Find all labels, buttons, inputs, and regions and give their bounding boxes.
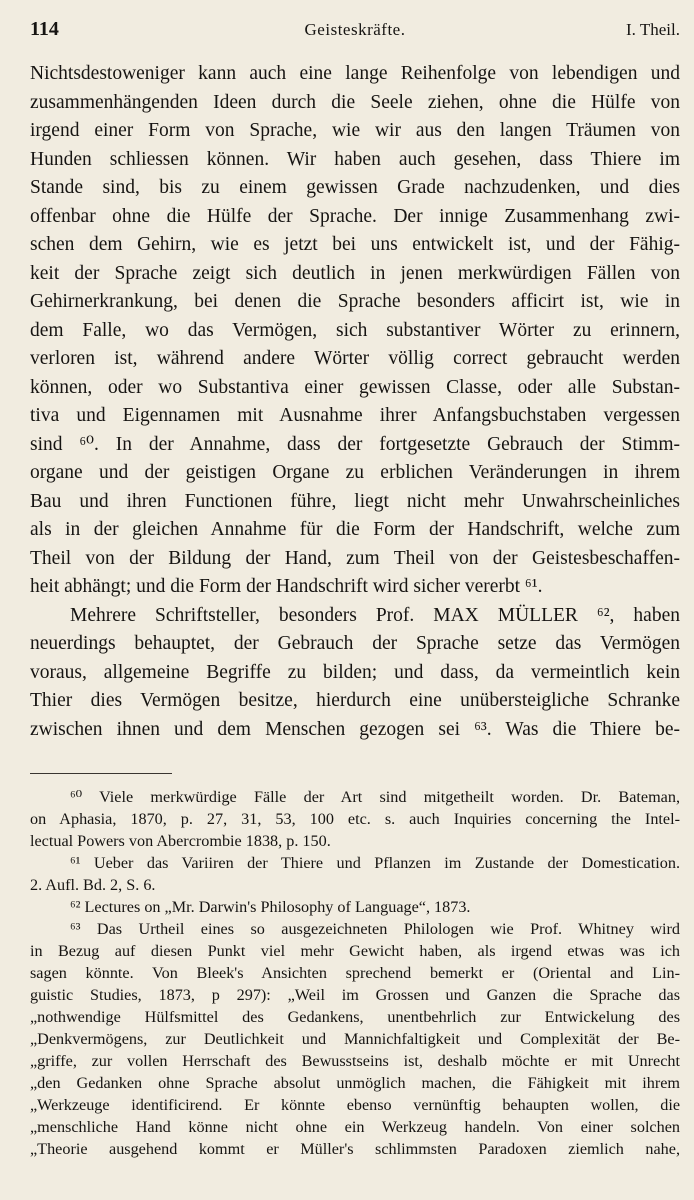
text-line: irgend einer Form von Sprache, wie wir aus den langen Träumen von xyxy=(30,120,680,141)
footnote-line: guistic Studies, 1873, p 297): „Weil im Grossen und Ganzen die Sprache das xyxy=(30,986,680,1004)
text-line: Gehirnerkrankung, bei denen die Sprache besonders afficirt ist, wie in xyxy=(30,291,680,312)
text-line: zusammenhängenden Ideen durch die Seele ziehen, ohne die Hülfe von xyxy=(30,91,680,113)
running-head xyxy=(30,18,680,48)
footnote-rule xyxy=(30,773,172,774)
footnote-line: ⁶² Lectures on „Mr. Darwin's Philosophy of Language“, 1873. xyxy=(70,898,471,916)
text-line: keit der Sprache zeigt sich deutlich in jenen merkwürdigen Fällen von xyxy=(30,262,680,284)
footnote-line: „den Gedanken ohne Sprache absolut unmöglich machen, die Fähigkeit mit ihrem xyxy=(30,1074,680,1092)
footnote-line: on Aphasia, 1870, p. 27, 31, 53, 100 etc. s. auch Inquiries concerning the Intel- xyxy=(30,810,680,828)
part-label: I. Theil. xyxy=(626,20,680,39)
footnote-line: sagen könnte. Von Bleek's Ansichten sprechend bemerkt er (Oriental and Lin- xyxy=(30,964,680,982)
text-line: offenbar ohne die Hülfe der Sprache. Der innige Zusammenhang zwi- xyxy=(30,205,680,227)
text-line: Thier dies Vermögen besitze, hierdurch eine unübersteigliche Schranke xyxy=(30,690,680,711)
footnotes xyxy=(30,786,680,1160)
text-line: Stande sind, bis zu einem gewissen Grade nachzudenken, und dies xyxy=(30,177,680,198)
footnote-line: lectual Powers von Abercrombie 1838, p. 150. xyxy=(30,832,331,850)
text-line: Bau und ihren Functionen führe, liegt nicht mehr Unwahrscheinliches xyxy=(30,490,680,512)
main-text xyxy=(30,60,680,744)
footnote-line: „griffe, zur vollen Herrschaft des Bewusstseins ist, deshalb möchte er mit Unrecht xyxy=(30,1052,680,1070)
text-line: organe und der geistigen Organe zu erblichen Veränderungen in ihrem xyxy=(30,462,680,483)
footnote-line: „Denkvermögens, zur Deutlichkeit und Mannichfaltigkeit und Complexität der Be- xyxy=(30,1030,680,1048)
text-line: schen dem Gehirn, wie es jetzt bei uns entwickelt ist, und der Fähig- xyxy=(30,234,680,255)
footnote-line: „Werkzeuge identificirend. Er könnte ebenso vernünftig behaupten wollen, die xyxy=(30,1096,680,1114)
footnote-line: in Bezug auf diesen Punkt viel mehr Gewicht haben, als irgend etwas was ich xyxy=(30,942,680,960)
footnote-line: ⁶¹ Ueber das Variiren der Thiere und Pflanzen im Zustande der Domestication. xyxy=(70,854,680,872)
text-line: neuerdings behauptet, der Gebrauch der Sprache setze das Vermögen xyxy=(30,633,680,654)
text-line: verloren ist, während andere Wörter völlig correct gebraucht werden xyxy=(30,348,680,369)
running-title: Geisteskräfte. xyxy=(304,20,406,39)
footnote-line: „menschliche Hand könne nicht ohne ein Werkzeug handeln. Von einer solchen xyxy=(30,1118,680,1136)
text-line: können, oder wo Substantiva einer gewissen Classe, oder alle Substan- xyxy=(30,376,680,398)
text-line: Hunden schliessen können. Wir haben auch gesehen, dass Thiere im xyxy=(30,148,680,170)
footnote-line: 2. Aufl. Bd. 2, S. 6. xyxy=(30,876,156,894)
text-line: heit abhängt; und die Form der Handschrift wird sicher vererbt ⁶¹. xyxy=(30,576,543,597)
text-line: Nichtsdestoweniger kann auch eine lange Reihenfolge von lebendigen und xyxy=(30,63,680,84)
text-line: zwischen ihnen und dem Menschen gezogen sei ⁶³. Was die Thiere be- xyxy=(30,718,680,740)
text-line: sind ⁶⁰. In der Annahme, dass der fortgesetzte Gebrauch der Stimm- xyxy=(30,433,680,455)
footnote-line: ⁶³ Das Urtheil eines so ausgezeichneten Philologen wie Prof. Whitney wird xyxy=(70,920,680,938)
text-line: Mehrere Schriftsteller, besonders Prof. MAX MÜLLER ⁶², haben xyxy=(70,604,680,626)
footnote-line: „nothwendige Hülfsmittel des Gedankens, unentbehrlich zur Entwickelung des xyxy=(30,1008,680,1026)
text-line: als in der gleichen Annahme für die Form der Handschrift, welche zum xyxy=(30,519,680,540)
footnote-line: ⁶⁰ Viele merkwürdige Fälle der Art sind mitgetheilt worden. Dr. Bateman, xyxy=(70,788,680,806)
page-number: 114 xyxy=(30,18,59,40)
text-line: Theil von der Bildung der Hand, zum Theil von der Geistesbeschaffen- xyxy=(30,547,680,569)
footnote-line: „Theorie ausgehend kommt er Müller's schlimmsten Paradoxen ziemlich nahe, xyxy=(30,1140,680,1158)
text-line: dem Falle, wo das Vermögen, sich substantiver Wörter zu erinnern, xyxy=(30,319,680,341)
text-line: voraus, allgemeine Begriffe zu bilden; und dass, da vermeintlich kein xyxy=(30,661,680,683)
text-line: tiva und Eigennamen mit Ausnahme ihrer Anfangsbuchstaben vergessen xyxy=(30,405,680,426)
